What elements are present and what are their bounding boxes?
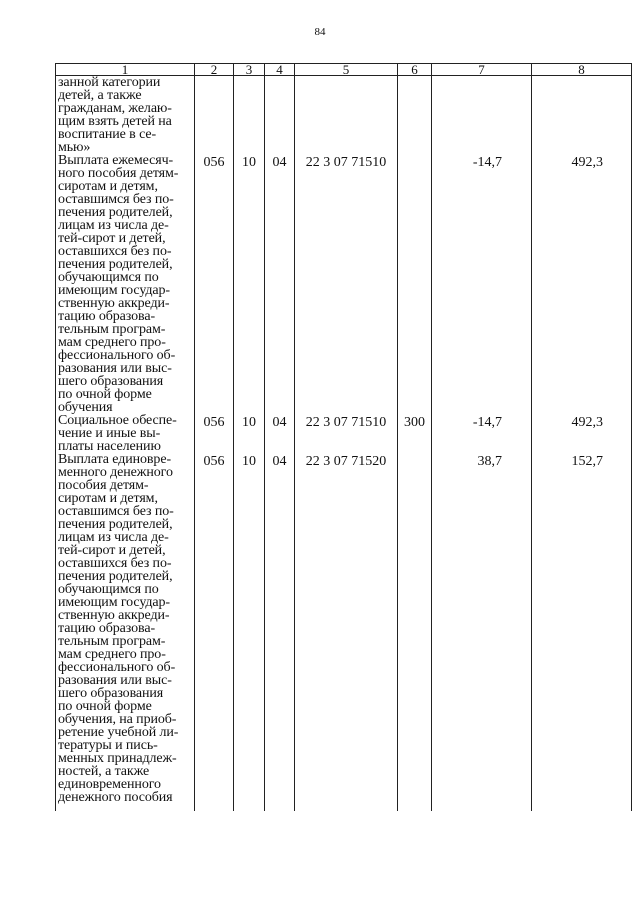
row-name-line: ностей, а также [58, 764, 150, 779]
row-name-line: тей-сирот и детей, [58, 231, 166, 246]
row-name-line: тацию образова- [58, 621, 156, 636]
header-col-6: 6 [398, 64, 432, 76]
row-name-line: печения родителей, [58, 257, 173, 272]
row-name-line: занной категории [58, 75, 161, 90]
row-name-line: оставшихся без по- [58, 244, 172, 259]
row-name-line: оставшимся без по- [58, 192, 174, 207]
subsection-code-cell: 04 [265, 453, 295, 811]
row-name-line: мам среднего про- [58, 335, 166, 350]
target-article-cell: 22 3 07 71520 [295, 453, 398, 811]
header-col-7: 7 [432, 64, 532, 76]
header-col-5: 5 [295, 64, 398, 76]
header-col-3: 3 [234, 64, 265, 76]
total-amount-cell: 492,3 [532, 154, 632, 414]
row-name-line: по очной форме [58, 387, 152, 402]
row-name-line: лицам из числа де- [58, 530, 169, 545]
row-name-line: тельным програм- [58, 634, 166, 649]
expense-type-cell: 300 [398, 414, 432, 453]
section-code-cell: 10 [234, 453, 265, 811]
row-name-line: разования или выс- [58, 673, 172, 688]
row-name-line: лицам из числа де- [58, 218, 169, 233]
row-name-line: менного денежного [58, 465, 173, 480]
row-name-line: ственную аккреди- [58, 608, 170, 623]
row-name-line: имеющим государ- [58, 595, 170, 610]
admin-code-cell [195, 76, 234, 155]
row-name-line: воспитание в се- [58, 127, 157, 142]
row-name-cell [56, 414, 195, 453]
table-row [56, 154, 632, 414]
change-amount-cell: 38,7 [432, 453, 532, 811]
row-name-line: тацию образова- [58, 309, 156, 324]
row-name-line: ретение учебной ли- [58, 725, 179, 740]
row-name-line: шего образования [58, 374, 164, 389]
row-name-line: фессионального об- [58, 660, 176, 675]
header-col-8: 8 [532, 64, 632, 76]
total-amount-cell: 152,7 [532, 453, 632, 811]
change-amount-cell: -14,7 [432, 414, 532, 453]
admin-code-cell: 056 [195, 414, 234, 453]
header-col-2: 2 [195, 64, 234, 76]
row-name-line: единовременного [58, 777, 161, 792]
row-name-line: пособия детям- [58, 478, 149, 493]
row-name-line: платы населению [58, 439, 161, 454]
row-name-line: разования или выс- [58, 361, 172, 376]
row-name-line: сиротам и детям, [58, 179, 158, 194]
row-name-line: тельным програм- [58, 322, 166, 337]
row-name-line: имеющим государ- [58, 283, 170, 298]
row-name-line: обучающимся по [58, 270, 159, 285]
row-name-line: сиротам и детям, [58, 491, 158, 506]
change-amount-cell [432, 76, 532, 155]
row-name-line: печения родителей, [58, 205, 173, 220]
row-name-line: печения родителей, [58, 517, 173, 532]
row-name-line: ного пособия детям- [58, 166, 179, 181]
subsection-code-cell: 04 [265, 154, 295, 414]
row-name-cell [56, 453, 195, 811]
row-name-line: гражданам, желаю- [58, 101, 172, 116]
row-name-line: тературы и пись- [58, 738, 158, 753]
section-code-cell: 10 [234, 154, 265, 414]
table-row [56, 453, 632, 811]
budget-table [55, 63, 632, 811]
row-name-line: щим взять детей на [58, 114, 172, 129]
row-name-line: мью» [58, 140, 91, 155]
row-name-line: денежного пособия [58, 790, 173, 805]
admin-code-cell: 056 [195, 154, 234, 414]
row-name-line: Выплата ежемесяч- [58, 153, 174, 168]
admin-code-cell: 056 [195, 453, 234, 811]
row-name-line: по очной форме [58, 699, 152, 714]
row-name-line: чение и иные вы- [58, 426, 161, 441]
expense-type-cell [398, 453, 432, 811]
table-row [56, 76, 632, 155]
row-name-line: фессионального об- [58, 348, 176, 363]
target-article-cell: 22 3 07 71510 [295, 414, 398, 453]
section-code-cell: 10 [234, 414, 265, 453]
total-amount-cell: 492,3 [532, 414, 632, 453]
row-name-line: оставшихся без по- [58, 556, 172, 571]
row-name-line: Выплата единовре- [58, 452, 172, 467]
table-row [56, 414, 632, 453]
subsection-code-cell [265, 76, 295, 155]
section-code-cell [234, 76, 265, 155]
row-name-line: печения родителей, [58, 569, 173, 584]
row-name-line: детей, а также [58, 88, 142, 103]
row-name-cell [56, 154, 195, 414]
subsection-code-cell: 04 [265, 414, 295, 453]
row-name-line: оставшимся без по- [58, 504, 174, 519]
total-amount-cell [532, 76, 632, 155]
page-number: 84 [314, 26, 326, 38]
expense-type-cell [398, 76, 432, 155]
header-col-4: 4 [265, 64, 295, 76]
target-article-cell: 22 3 07 71510 [295, 154, 398, 414]
row-name-line: шего образования [58, 686, 164, 701]
row-name-line: менных принадлеж- [58, 751, 177, 766]
table-header-row [56, 64, 632, 76]
row-name-line: ственную аккреди- [58, 296, 170, 311]
row-name-cell [56, 76, 195, 155]
row-name-line: обучения, на приоб- [58, 712, 177, 727]
change-amount-cell: -14,7 [432, 154, 532, 414]
expense-type-cell [398, 154, 432, 414]
target-article-cell [295, 76, 398, 155]
row-name-line: обучения [58, 400, 113, 415]
header-col-1: 1 [56, 64, 195, 76]
row-name-line: Социальное обеспе- [58, 413, 177, 428]
row-name-line: тей-сирот и детей, [58, 543, 166, 558]
row-name-line: обучающимся по [58, 582, 159, 597]
row-name-line: мам среднего про- [58, 647, 166, 662]
